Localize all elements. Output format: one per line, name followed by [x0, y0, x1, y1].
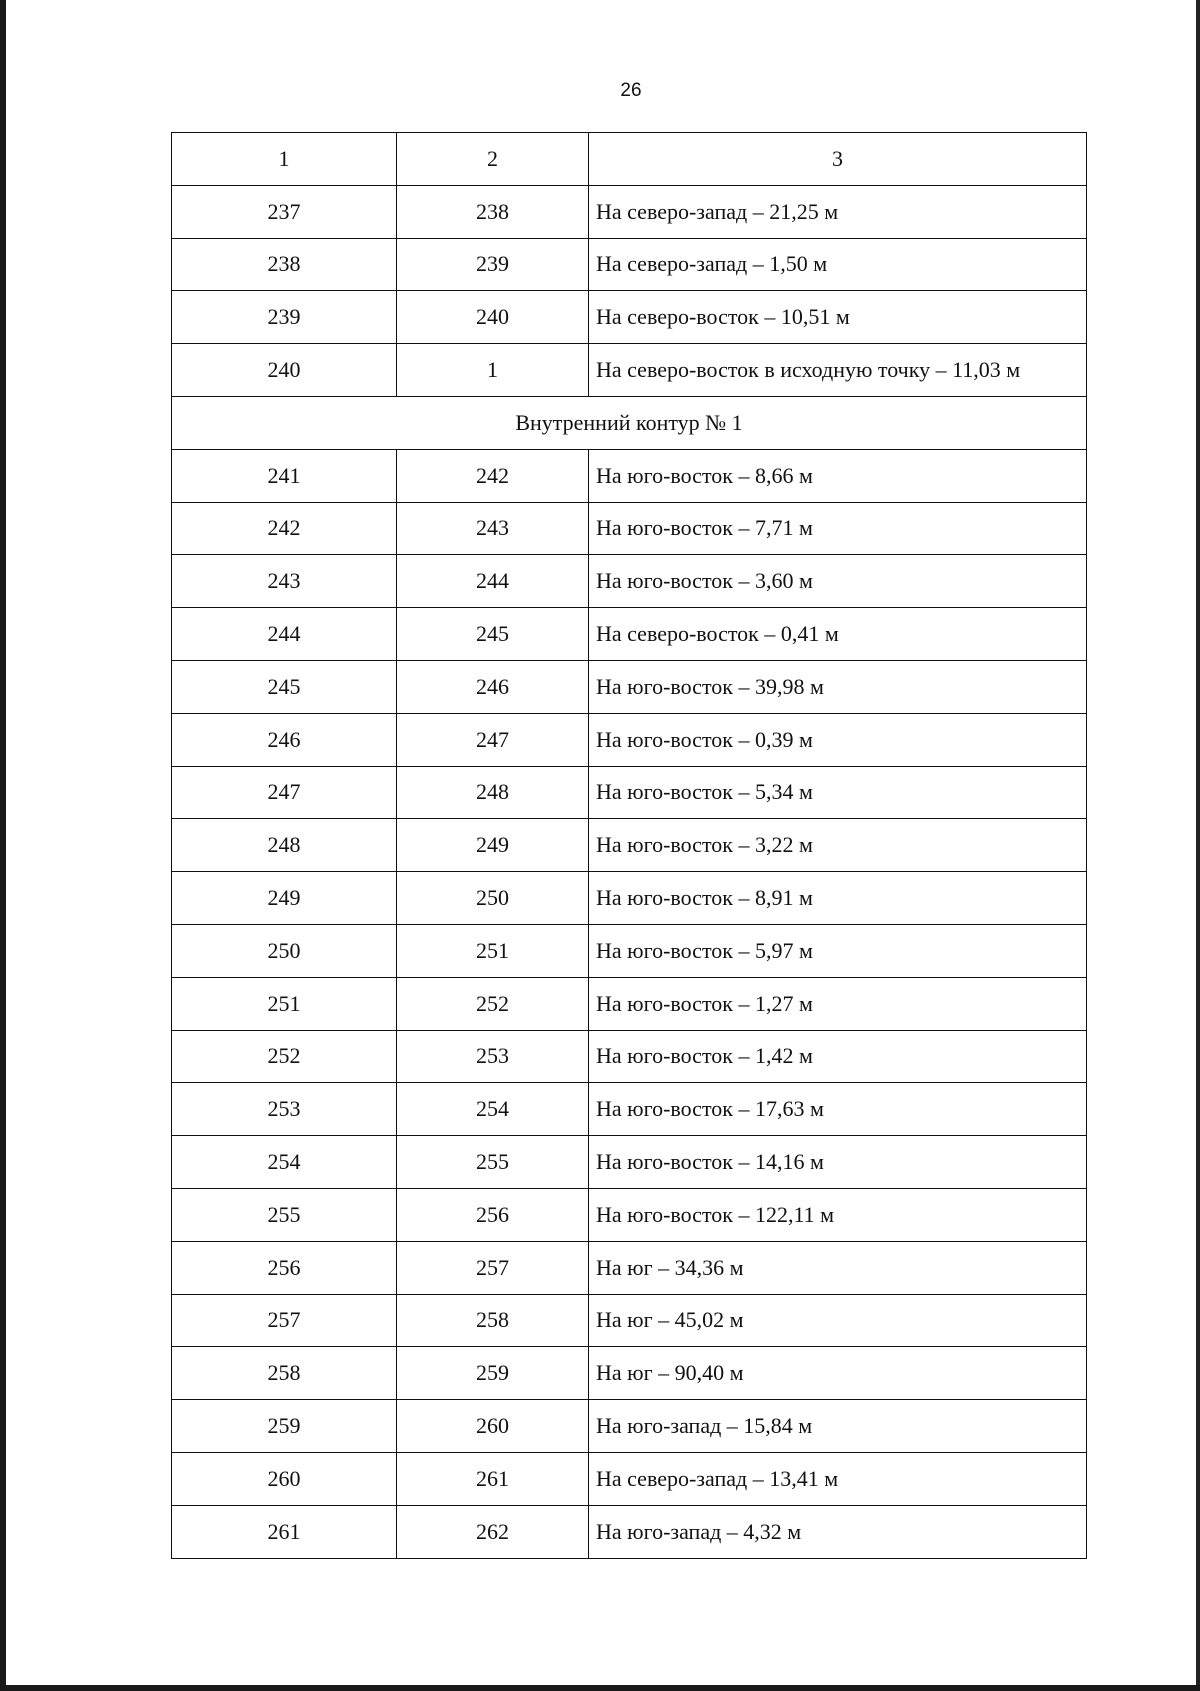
- point-to-cell: 258: [397, 1294, 589, 1347]
- page-number: 26: [620, 80, 642, 101]
- table-row: [172, 1505, 1087, 1558]
- point-from-cell: 247: [172, 766, 397, 819]
- point-from-cell: 248: [172, 819, 397, 872]
- point-to-cell: 244: [397, 555, 589, 608]
- point-to-cell: 256: [397, 1188, 589, 1241]
- point-from-cell: 252: [172, 1030, 397, 1083]
- point-from-cell: 239: [172, 291, 397, 344]
- point-to-cell: 239: [397, 238, 589, 291]
- direction-distance-cell: На юго-восток – 17,63 м: [589, 1083, 1087, 1136]
- direction-distance-cell: На юго-восток – 7,71 м: [589, 502, 1087, 555]
- point-from-cell: 244: [172, 608, 397, 661]
- table-row: [172, 1083, 1087, 1136]
- header-col-3: 3: [589, 133, 1087, 186]
- direction-distance-cell: На северо-запад – 21,25 м: [589, 185, 1087, 238]
- table-row: [172, 1241, 1087, 1294]
- table-row: [172, 449, 1087, 502]
- table-row: [172, 1188, 1087, 1241]
- table-row: [172, 660, 1087, 713]
- direction-distance-cell: На северо-запад – 1,50 м: [589, 238, 1087, 291]
- table-row: [172, 924, 1087, 977]
- direction-distance-cell: На юго-восток – 122,11 м: [589, 1188, 1087, 1241]
- direction-distance-cell: На юго-восток – 5,34 м: [589, 766, 1087, 819]
- direction-distance-cell: На юго-восток – 5,97 м: [589, 924, 1087, 977]
- point-to-cell: 253: [397, 1030, 589, 1083]
- table-row: [172, 555, 1087, 608]
- direction-distance-cell: На северо-запад – 13,41 м: [589, 1452, 1087, 1505]
- table-row: [172, 977, 1087, 1030]
- header-col-1: 1: [172, 133, 397, 186]
- point-from-cell: 251: [172, 977, 397, 1030]
- point-to-cell: 242: [397, 449, 589, 502]
- header-col-2: 2: [397, 133, 589, 186]
- direction-distance-cell: На юго-восток – 3,22 м: [589, 819, 1087, 872]
- point-to-cell: 261: [397, 1452, 589, 1505]
- point-from-cell: 237: [172, 185, 397, 238]
- scan-edge-bottom: [0, 1685, 1200, 1691]
- boundary-table: [171, 132, 1087, 1559]
- table-row: [172, 502, 1087, 555]
- point-to-cell: 259: [397, 1347, 589, 1400]
- point-from-cell: 261: [172, 1505, 397, 1558]
- direction-distance-cell: На юго-запад – 15,84 м: [589, 1400, 1087, 1453]
- direction-distance-cell: На юг – 34,36 м: [589, 1241, 1087, 1294]
- table-row: [172, 1400, 1087, 1453]
- point-to-cell: 246: [397, 660, 589, 713]
- point-to-cell: 248: [397, 766, 589, 819]
- direction-distance-cell: На юго-восток – 8,91 м: [589, 872, 1087, 925]
- point-from-cell: 242: [172, 502, 397, 555]
- direction-distance-cell: На юго-восток – 0,39 м: [589, 713, 1087, 766]
- point-to-cell: 249: [397, 819, 589, 872]
- table-row: [172, 608, 1087, 661]
- section-row: [172, 396, 1087, 449]
- point-to-cell: 252: [397, 977, 589, 1030]
- point-to-cell: 255: [397, 1136, 589, 1189]
- table-row: [172, 1030, 1087, 1083]
- table-row: [172, 1347, 1087, 1400]
- point-from-cell: 254: [172, 1136, 397, 1189]
- point-from-cell: 241: [172, 449, 397, 502]
- point-from-cell: 260: [172, 1452, 397, 1505]
- point-to-cell: 262: [397, 1505, 589, 1558]
- table-row: [172, 1294, 1087, 1347]
- point-to-cell: 250: [397, 872, 589, 925]
- point-to-cell: 240: [397, 291, 589, 344]
- table-row: [172, 872, 1087, 925]
- scan-edge-right: [1196, 0, 1200, 1691]
- point-from-cell: 258: [172, 1347, 397, 1400]
- point-from-cell: 240: [172, 344, 397, 397]
- point-from-cell: 255: [172, 1188, 397, 1241]
- table-row: [172, 344, 1087, 397]
- point-from-cell: 249: [172, 872, 397, 925]
- table-header-row: [172, 133, 1087, 186]
- table-row: [172, 766, 1087, 819]
- point-to-cell: 1: [397, 344, 589, 397]
- point-from-cell: 253: [172, 1083, 397, 1136]
- point-to-cell: 257: [397, 1241, 589, 1294]
- direction-distance-cell: На юг – 45,02 м: [589, 1294, 1087, 1347]
- point-to-cell: 254: [397, 1083, 589, 1136]
- section-title: Внутренний контур № 1: [172, 396, 1087, 449]
- point-from-cell: 238: [172, 238, 397, 291]
- table-row: [172, 185, 1087, 238]
- point-to-cell: 245: [397, 608, 589, 661]
- direction-distance-cell: На юг – 90,40 м: [589, 1347, 1087, 1400]
- point-from-cell: 257: [172, 1294, 397, 1347]
- direction-distance-cell: На юго-восток – 39,98 м: [589, 660, 1087, 713]
- table-row: [172, 713, 1087, 766]
- direction-distance-cell: На юго-восток – 3,60 м: [589, 555, 1087, 608]
- table-row: [172, 291, 1087, 344]
- scan-edge-left: [0, 0, 6, 1691]
- point-to-cell: 247: [397, 713, 589, 766]
- table-row: [172, 1452, 1087, 1505]
- point-from-cell: 250: [172, 924, 397, 977]
- point-from-cell: 245: [172, 660, 397, 713]
- direction-distance-cell: На юго-восток – 14,16 м: [589, 1136, 1087, 1189]
- table-row: [172, 238, 1087, 291]
- direction-distance-cell: На юго-запад – 4,32 м: [589, 1505, 1087, 1558]
- point-to-cell: 238: [397, 185, 589, 238]
- point-from-cell: 259: [172, 1400, 397, 1453]
- point-to-cell: 260: [397, 1400, 589, 1453]
- point-to-cell: 251: [397, 924, 589, 977]
- direction-distance-cell: На юго-восток – 8,66 м: [589, 449, 1087, 502]
- boundary-table-body: [172, 133, 1087, 1559]
- point-from-cell: 256: [172, 1241, 397, 1294]
- point-to-cell: 243: [397, 502, 589, 555]
- direction-distance-cell: На северо-восток – 10,51 м: [589, 291, 1087, 344]
- direction-distance-cell: На северо-восток в исходную точку – 11,03 м: [589, 344, 1087, 397]
- direction-distance-cell: На северо-восток – 0,41 м: [589, 608, 1087, 661]
- table-row: [172, 1136, 1087, 1189]
- point-from-cell: 243: [172, 555, 397, 608]
- table-row: [172, 819, 1087, 872]
- point-from-cell: 246: [172, 713, 397, 766]
- direction-distance-cell: На юго-восток – 1,27 м: [589, 977, 1087, 1030]
- direction-distance-cell: На юго-восток – 1,42 м: [589, 1030, 1087, 1083]
